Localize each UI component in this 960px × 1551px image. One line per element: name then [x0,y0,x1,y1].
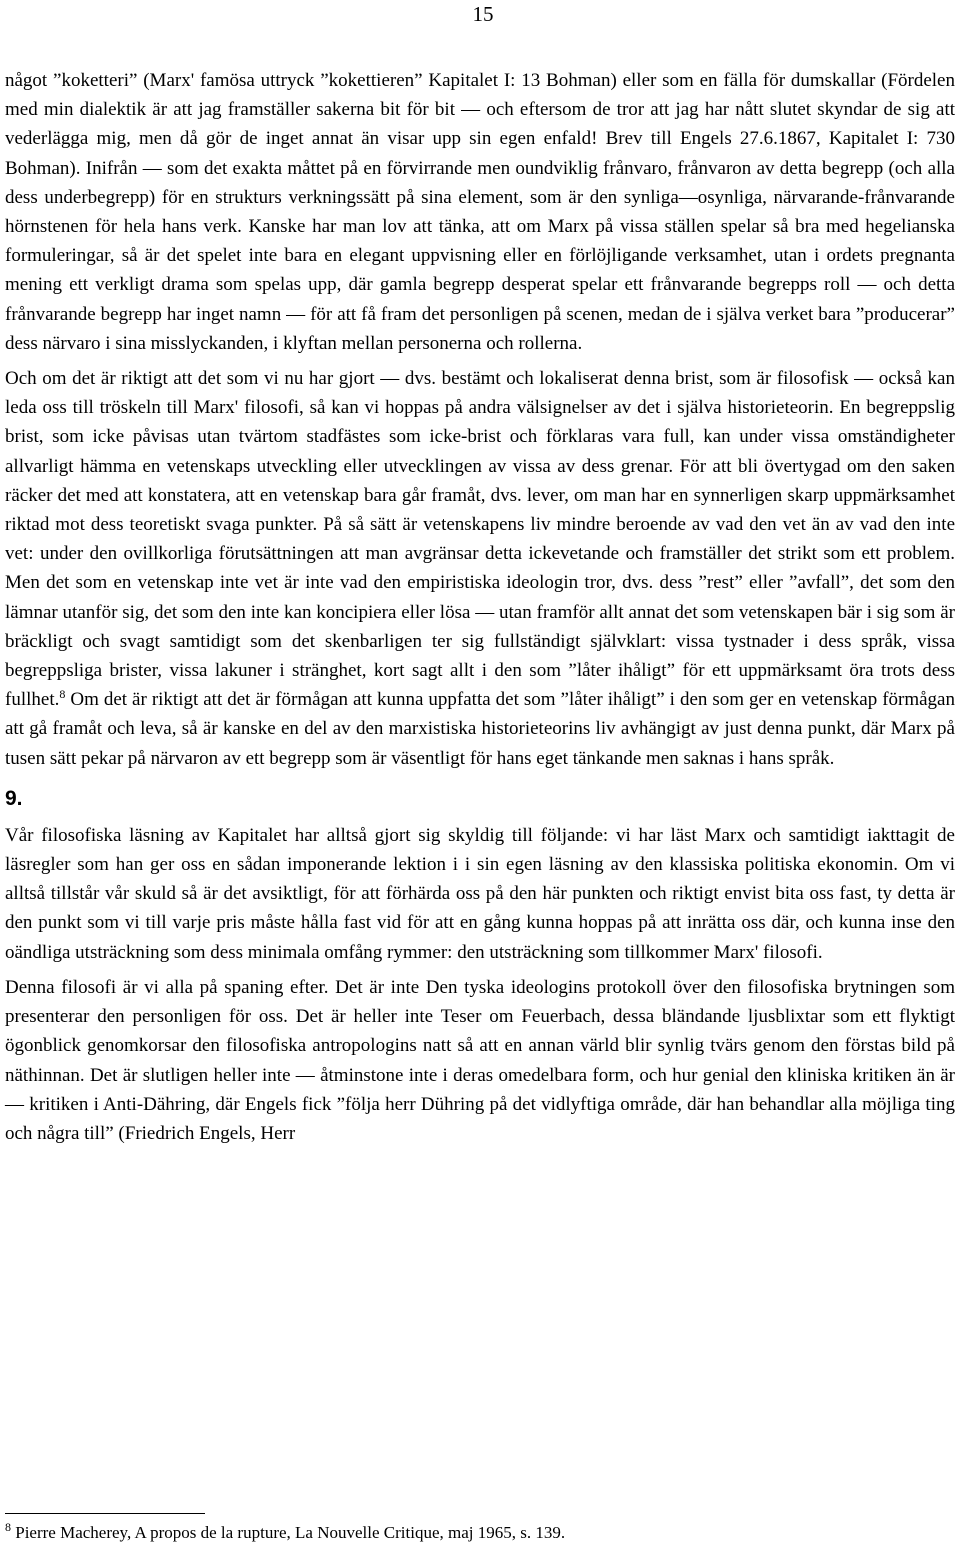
page-number: 15 [472,2,494,26]
paragraph-text: Vår filosofiska läsning av Kapitalet har alltså gjort sig skyldig till följande: vi har läst Marx och samtidigt iakttagit de läsregler som han ger oss en sådan imponerande lektion i i sin egen läsning av den klassiska politiska ekonomin. Om vi alltså tillstår vår skuld så är det avsiktligt, för att förhärda oss på den här punkten och riktigt envist bita oss fast, ty detta är den punkt som vi till varje pris måste hålla fast vid för att en gång kunna hoppas på att inrätta oss där, och kunna inse den oändliga utsträckning som dess minimala omfång rymmer: den utsträckning som tillkommer Marx' filosofi. [5,824,955,963]
paragraph [5,973,955,1148]
paragraph [5,66,955,358]
footnote-divider [5,1513,205,1514]
paragraph-text: Och om det är riktigt att det som vi nu har gjort — dvs. bestämt och lokaliserat denna brist, som är filosofisk — också kan leda oss till tröskeln till Marx' filosofi, så kan vi hoppas på andra välsignelser av det i själva historieteorin. En begreppslig brist, som icke påvisas utan tvärtom stadfästes som icke-brist och förklaras vara full, kan under vissa omständigheter allvarligt hämma en vetenskaps utveckling eller utvecklingen av vissa av dess grenar. För att bli övertygad om den saken räcker det med att konstatera, att en vetenskap bara går framåt, dvs. lever, om man har en synnerligen skarp uppmärksamhet riktad mot dess teoretiskt svaga punkter. På så sätt är vetenskapens liv mindre beroende av vad den vet än av vad den inte vet: under den ovillkorliga förutsättningen att man avgränsar detta ickevetande och framställer det strikt som ett problem. Men det som en vetenskap inte vet är inte vad den empiristiska ideologin tror, dvs. dess ”rest” eller ”avfall”, det som den lämnar utanför sig, det som den inte kan koncipiera eller lösa — utan framför allt annat det som vetenskapen bär i sig som är bräckligt och svagt samtidigt som det skenbarligen ter sig fullständigt självklart: vissa tystnader i dess språk, vissa begreppsliga brister, vissa lakuner i stränghet, kort sagt allt i den som ”låter ihåligt” för ett uppmärksamt öra trots dess fullhet. [5,368,955,711]
document-body [5,66,955,1148]
footnote-number: 8 [5,1520,11,1534]
paragraph [5,364,955,773]
paragraph-text: något ”koketteri” (Marx' famösa uttryck ”kokettieren” Kapitalet I: 13 Bohman) eller som en fälla för dumskallar (Fördelen med min dialektik är att jag framställer sakerna bit för bit — och eftersom de tror att jag har nått slutet skyndar de sig att vederlägga mig, men då gör de inget annat än visar upp sin egen enfald! Brev till Engels 27.6.1867, Kapitalet I: 730 Bohman). Inifrån — som det exakta måttet på en förvirrande men oundviklig frånvaro, frånvaron av detta begrepp (och alla dess underbegrepp) för en strukturs verkningssätt på sina element, som är den synliga—osynliga, närvarande-frånvarande hörnstenen för hela hans verk. Kanske har man lov att tänka, att om Marx på vissa ställen spelar så bra med hegelianska formuleringar, så är det spelet inte bara en elegant uppvisning eller en förlöjligande verksamhet, utan i ordets pregnanta mening ett verkligt drama som spelas upp, där gamla begrepp desperat spelar ett frånvarande begrepps roll — och detta frånvarande begrepp har inget namn — för att få fram det personligen på scenen, medan de i själva verket bara ”producerar” dess närvaro i sina misslyckanden, i klyftan mellan personerna och rollerna. [5,70,955,354]
paragraph-text: Om det är riktigt att det är förmågan att kunna uppfatta det som ”låter ihåligt” i den som ger en vetenskap förmågan att gå framåt och leva, så är kanske en del av den marxistiska historieteorins liv avhängigt av just denna punkt, där Marx på tusen sätt pekar på närvaron av ett begrepp som är väsentligt för hans eget tänkande men saknas i hans språk. [5,689,955,769]
paragraph [5,821,955,967]
footnote-text: Pierre Macherey, A propos de la rupture, La Nouvelle Critique, maj 1965, s. 139. [11,1523,566,1542]
footnote-reference[interactable]: 8 [59,687,66,702]
paragraph-text: Denna filosofi är vi alla på spaning efter. Det är inte Den tyska ideologins protokoll över den filosofiska brytningen som presenterar den personligen för oss. Det är heller inte Teser om Feuerbach, dessa bländande ljusblixtar som ett flyktigt ögonblick genomkorsar den filosofiska antropologins natt så att en annan värld blir synlig tvärs genom den förstas bild på näthinnan. Det är slutligen heller inte — åtminstone inte i deras omedelbara form, och hur genial den kliniska kritiken än är — kritiken i Anti-Dähring, där Engels fick ”följa herr Dühring på det vidlyftiga område, där han behandlar alla möjliga ting och några till” (Friedrich Engels, Herr [5,976,955,1144]
section-heading: 9. [5,786,23,810]
footnote [5,1521,955,1545]
